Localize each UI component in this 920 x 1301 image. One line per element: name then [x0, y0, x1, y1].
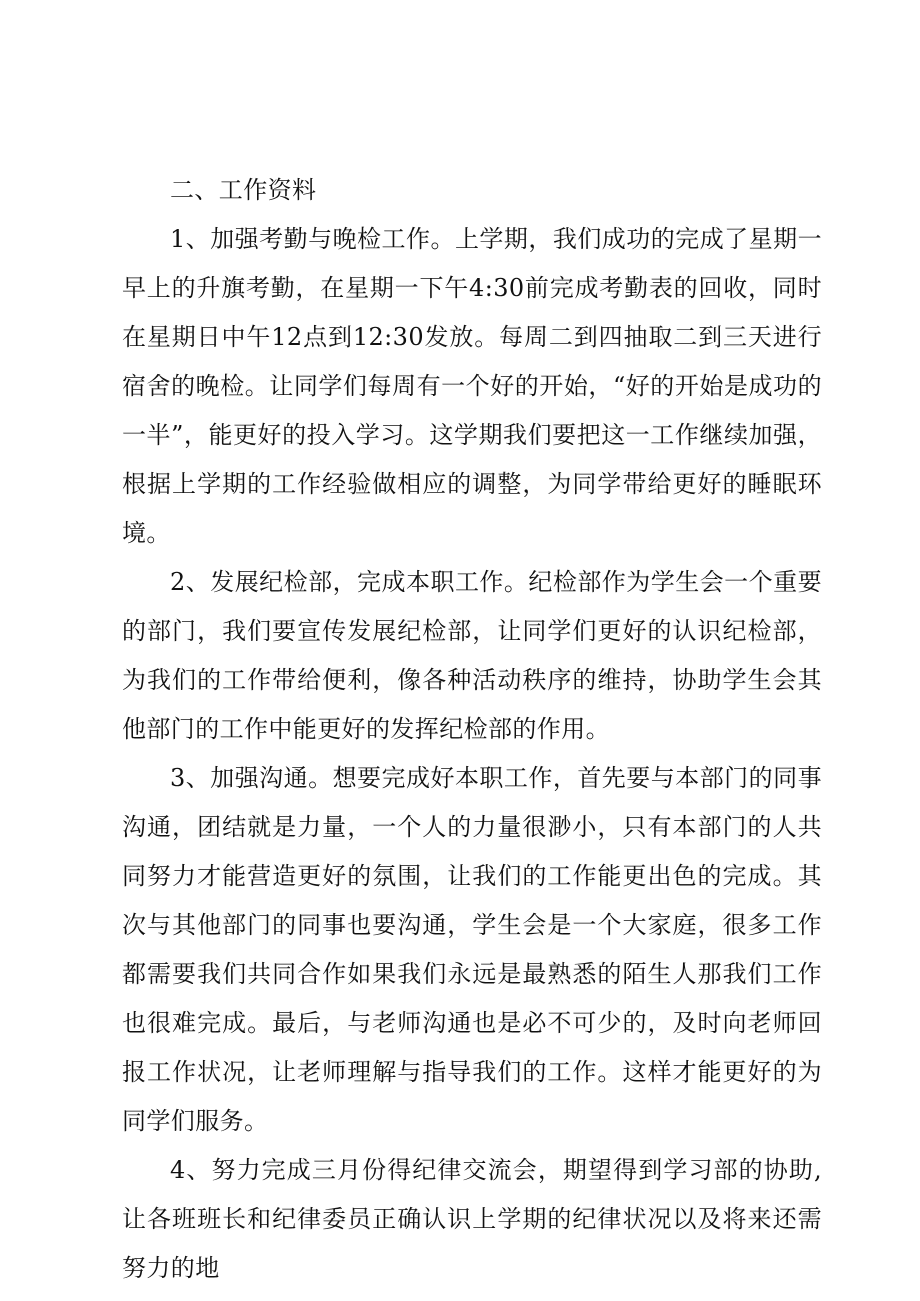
section-heading: 二、工作资料	[170, 176, 317, 204]
paragraph-4: 4、努力完成三月份得纪律交流会，期望得到学习部的协助,让各班班长和纪律委员正确认识上学期的纪律状况以及将来还需努力的地	[122, 1156, 822, 1282]
paragraph-2: 2、发展纪检部，完成本职工作。纪检部作为学生会一个重要的部门，我们要宣传发展纪检部，让同学们更好的认识纪检部，为我们的工作带给便利，像各种活动秩序的维持，协助学生会其他部门的工作中能更好的发挥纪检部的作用。	[122, 568, 822, 743]
paragraph-3: 3、加强沟通。想要完成好本职工作，首先要与本部门的同事沟通，团结就是力量，一个人的力量很渺小，只有本部门的人共同努力才能营造更好的氛围，让我们的工作能更出色的完成。其次与其他部门的同事也要沟通，学生会是一个大家庭，很多工作都需要我们共同合作如果我们永远是最熟悉的陌生人那我们工作也很难完成。最后，与老师沟通也是必不可少的，及时向老师回报工作状况，让老师理解与指导我们的工作。这样才能更好的为同学们服务。	[122, 764, 822, 1135]
document-body	[122, 166, 822, 1293]
paragraph-1: 1、加强考勤与晚检工作。上学期，我们成功的完成了星期一早上的升旗考勤，在星期一下午4:30前完成考勤表的回收，同时在星期日中午12点到12:30发放。每周二到四抽取二到三天进行宿舍的晚检。让同学们每周有一个好的开始，“好的开始是成功的一半”，能更好的投入学习。这学期我们要把这一工作继续加强，根据上学期的工作经验做相应的调整，为同学带给更好的睡眠环境。	[122, 225, 822, 547]
